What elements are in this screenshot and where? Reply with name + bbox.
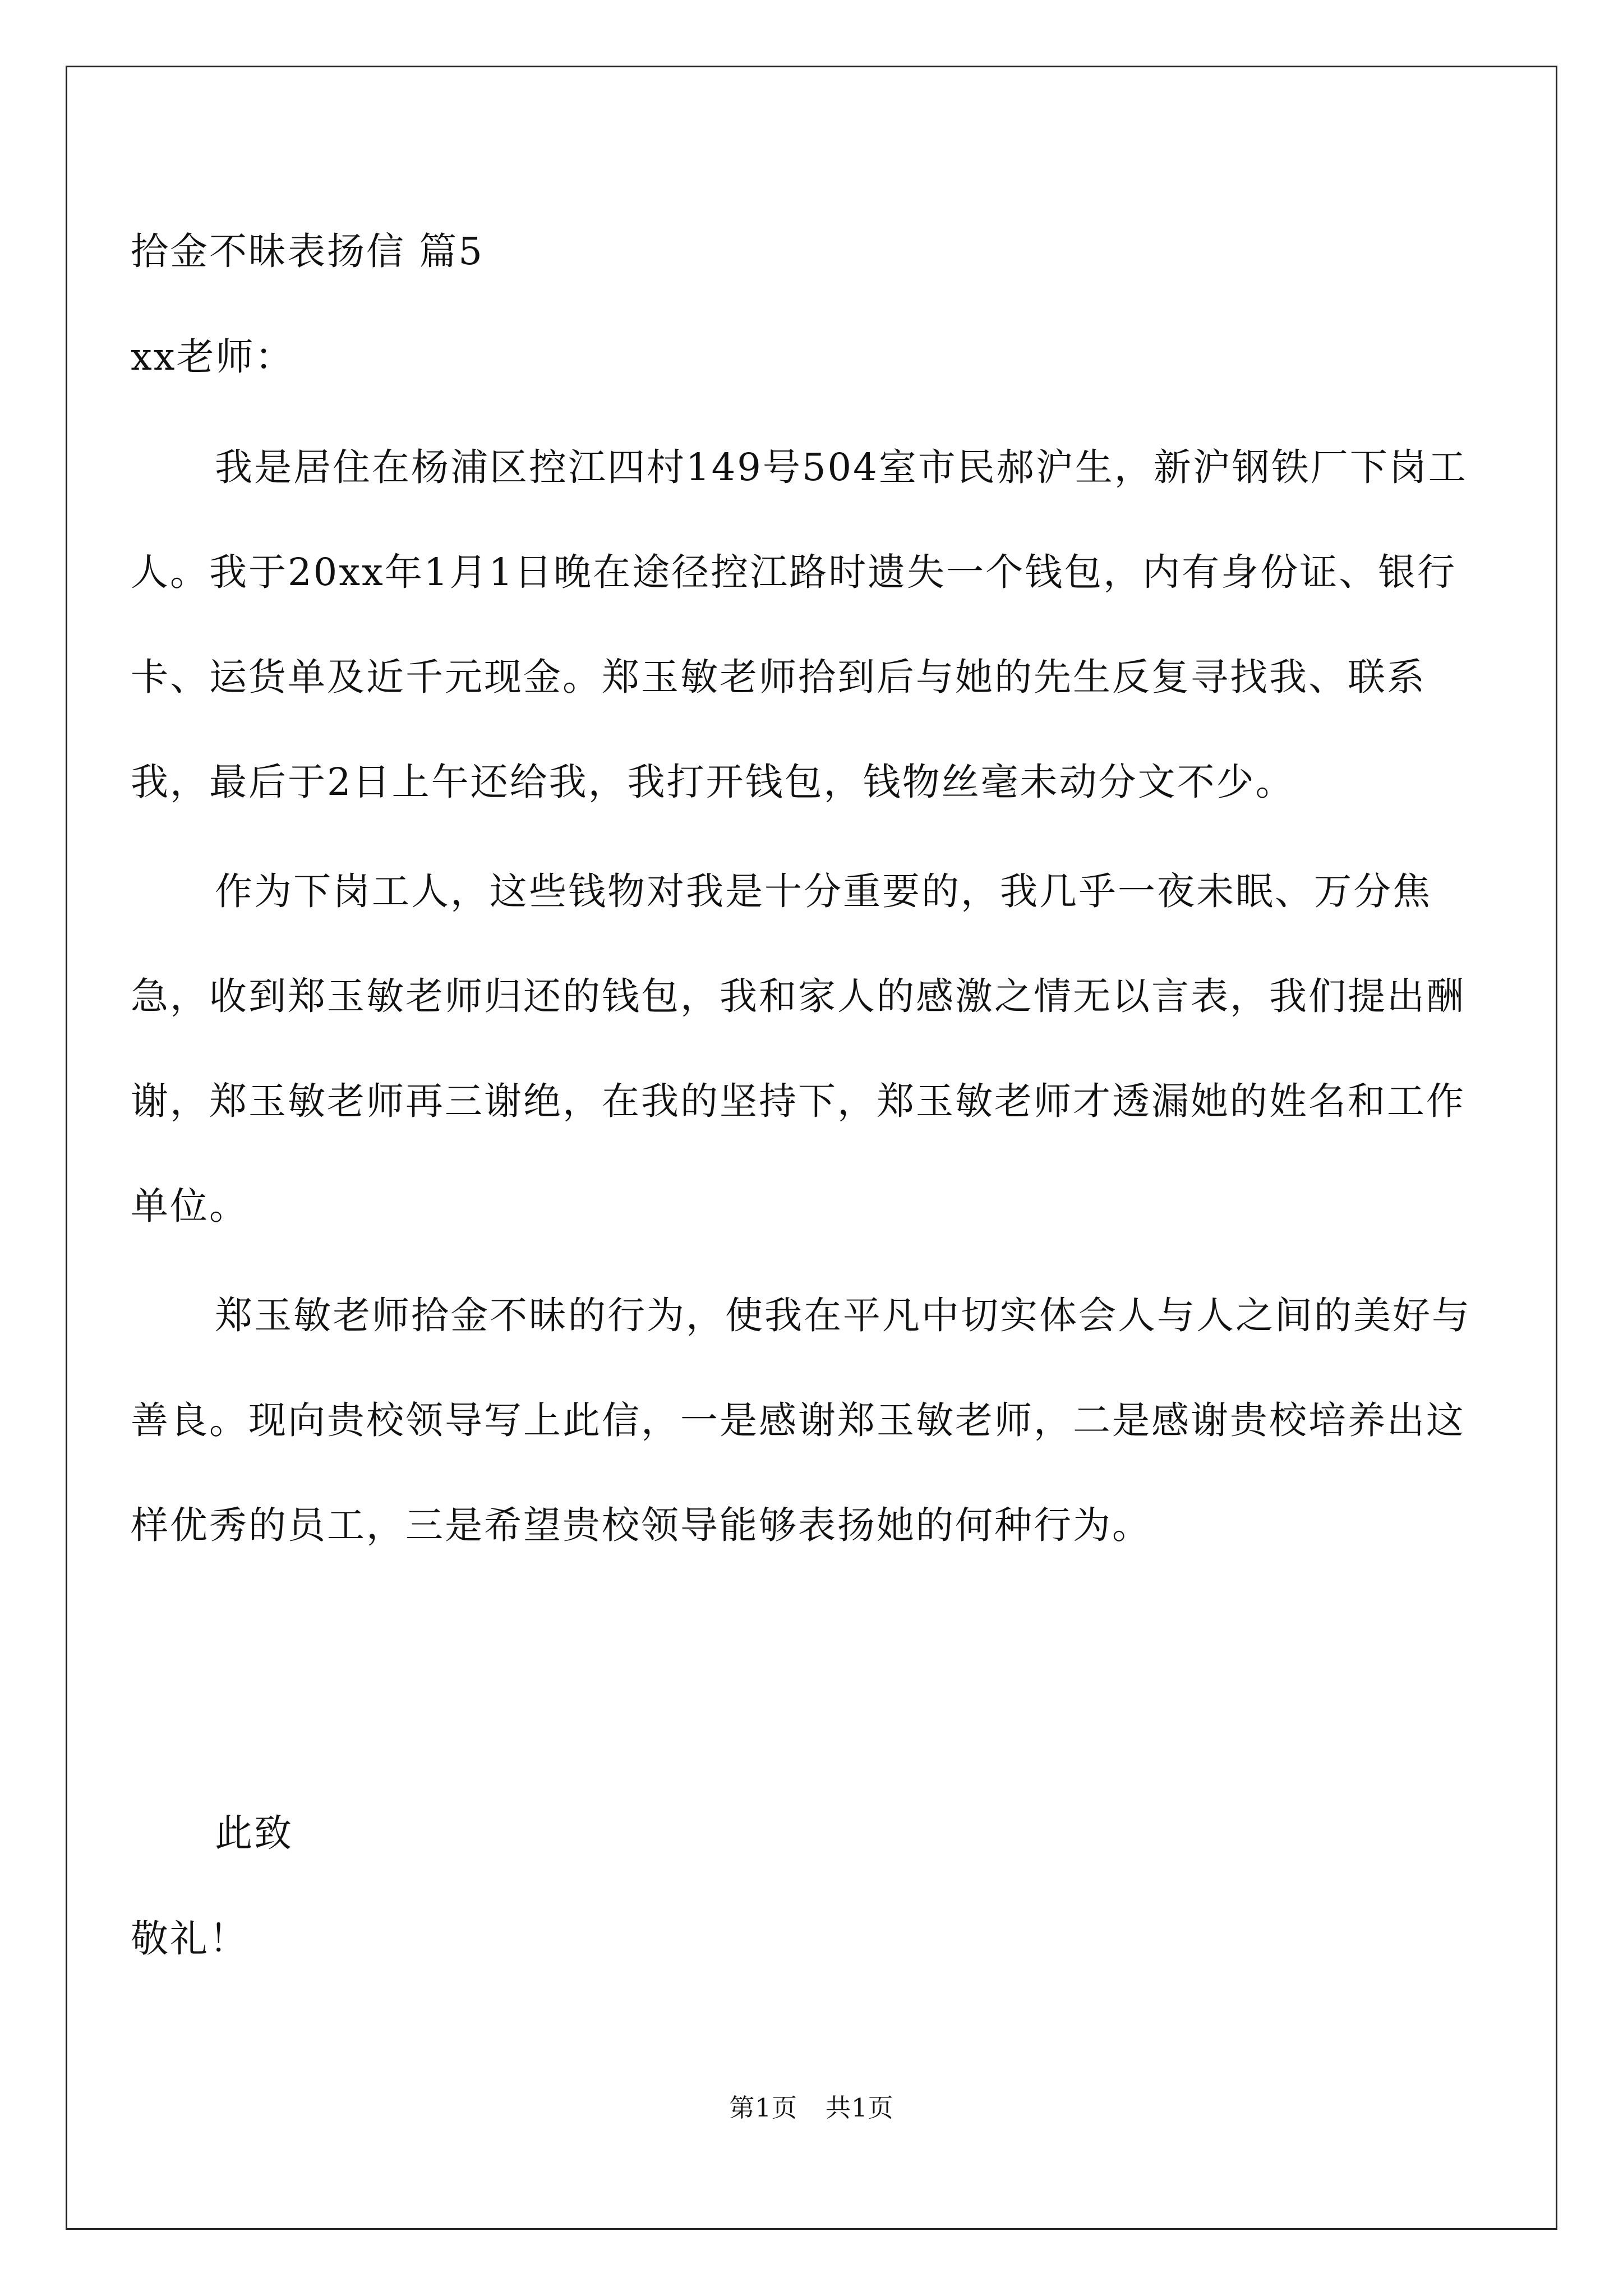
document-title: 拾金不昧表扬信 篇5 (131, 229, 484, 273)
paragraph-2: 作为下岗工人，这些钱物对我是十分重要的，我几乎一夜未眠、万分焦急，收到郑玉敏老师归还的钱包，我和家人的感激之情无以言表，我们提出酬谢，郑玉敏老师再三谢绝，在我的坚持下，郑玉敏老师才透漏她的姓名和工作单位。 (131, 869, 1465, 1228)
salutation: xx老师： (131, 335, 294, 379)
page-footer (0, 2091, 1623, 2125)
regards-line: 敬礼！ (131, 1917, 248, 1961)
page-total: 共1页 (826, 2093, 894, 2123)
letter-body (131, 415, 1499, 1578)
paragraph-3: 郑玉敏老师拾金不昧的行为，使我在平凡中切实体会人与人之间的美好与善良。现向贵校领导写上此信，一是感谢郑玉敏老师，二是感谢贵校培养出这样优秀的员工，三是希望贵校领导能够表扬她的何种行为。 (131, 1294, 1471, 1547)
closing-line: 此致 (215, 1811, 293, 1855)
paragraph-1: 我是居住在杨浦区控江四村149号504室市民郝沪生，新沪钢铁厂下岗工人。我于20xx年1月1日晚在途径控江路时遗失一个钱包，内有身份证、银行卡、运货单及近千元现金。郑玉敏老师拾到后与她的先生反复寻找我、联系我，最后于2日上午还给我，我打开钱包，钱物丝毫未动分文不少。 (131, 445, 1468, 804)
page-number: 第1页 (729, 2093, 797, 2123)
